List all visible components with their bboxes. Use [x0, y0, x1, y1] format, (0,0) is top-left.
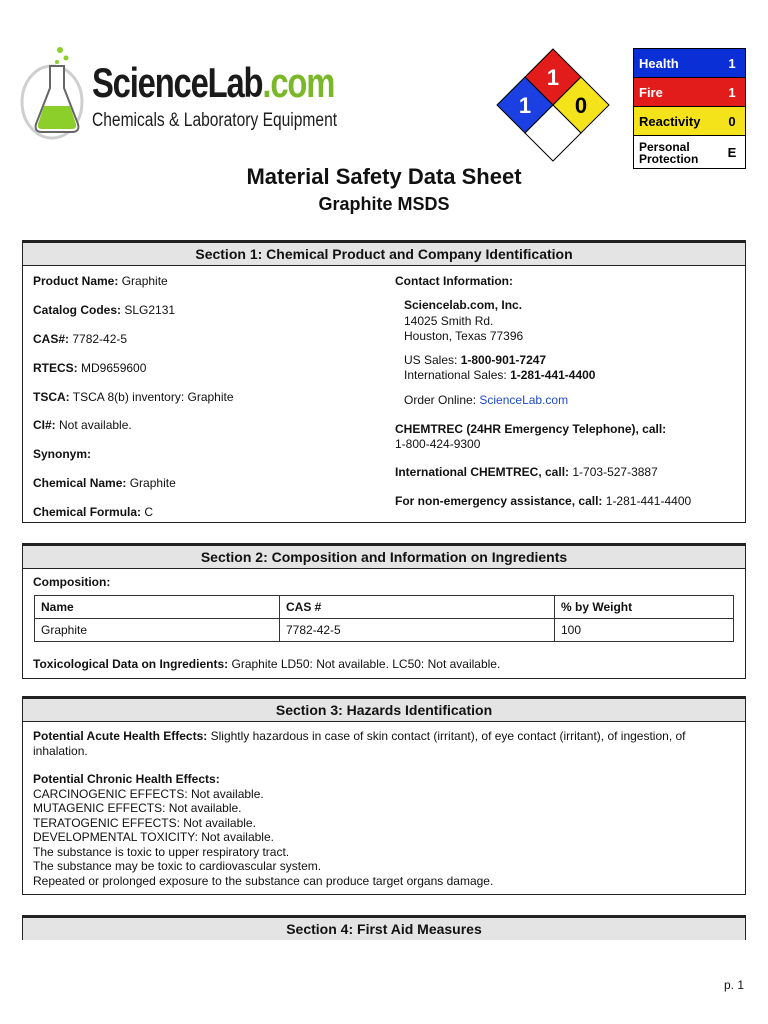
- contact-label: Contact Information:: [395, 274, 513, 288]
- section-heading: Section 1: Chemical Product and Company Identification: [23, 243, 745, 266]
- field-ci: CI#: Not available.: [33, 418, 132, 432]
- section-2: [22, 543, 746, 679]
- table-cell: 100: [555, 619, 734, 642]
- table-header-row: [35, 596, 734, 619]
- field-rtecs: RTECS: MD9659600: [33, 361, 147, 375]
- table-cell: 7782-42-5: [280, 619, 555, 642]
- field-chemical-formula: Chemical Formula: C: [33, 505, 154, 519]
- hmis-health-row: Health 1: [634, 49, 745, 78]
- company-address-1: 14025 Smith Rd.: [404, 314, 494, 328]
- column-header: % by Weight: [555, 596, 734, 619]
- field-chemical-name: Chemical Name: Graphite: [33, 476, 176, 490]
- section-3: [22, 696, 746, 895]
- intl-chemtrec: International CHEMTREC, call: 1-703-527-3887: [395, 465, 658, 479]
- section-heading: Section 3: Hazards Identification: [23, 699, 745, 722]
- field-product-name: Product Name: Graphite: [33, 274, 168, 288]
- column-header: CAS #: [280, 596, 555, 619]
- us-sales: US Sales: 1-800-901-7247: [404, 353, 547, 367]
- composition-table: [34, 595, 734, 642]
- composition-label: Composition:: [33, 575, 111, 589]
- column-header: Name: [35, 596, 280, 619]
- toxicological-data: Toxicological Data on Ingredients: Graphite LD50: Not available. LC50: Not available.: [33, 657, 501, 671]
- page-number: p. 1: [723, 978, 744, 992]
- chronic-health-effects: Potential Chronic Health Effects: CARCINOGENIC EFFECTS: Not available. MUTAGENIC EFFECTS: Not available. TERATOGENIC EFFECTS: Not available. DEVELOPMENTAL TOXICITY: Not available. The substance is toxic to upper respiratory tract. The substance may be toxic to cardiovascular system. Repeated or prolonged exposure to the substance can produce target organs damage.: [33, 772, 494, 888]
- section-heading: Section 2: Composition and Information on Ingredients: [23, 546, 745, 569]
- flask-icon: [20, 44, 90, 144]
- company-name: Sciencelab.com, Inc.: [404, 298, 523, 312]
- section-1: [22, 240, 746, 523]
- hmis-fire-row: Fire 1: [634, 78, 745, 107]
- chemtrec-phone: 1-800-424-9300: [395, 437, 481, 451]
- hmis-label: [633, 48, 746, 169]
- nfpa-health-value: 1: [518, 93, 532, 118]
- brand-name: ScienceLab.com: [92, 59, 335, 106]
- non-emergency: For non-emergency assistance, call: 1-281-441-4400: [395, 494, 692, 508]
- nfpa-reactivity-value: 0: [574, 93, 588, 118]
- acute-health-effects: Potential Acute Health Effects: Slightly hazardous in case of skin contact (irritant), of eye contact (irritant), of ingestion, of inhalation.: [33, 729, 686, 758]
- section-4: [22, 915, 746, 940]
- order-online: Order Online: ScienceLab.com: [404, 393, 569, 407]
- company-address-2: Houston, Texas 77396: [404, 329, 524, 343]
- field-synonym: Synonym:: [33, 447, 92, 461]
- hmis-reactivity-row: Reactivity 0: [634, 107, 745, 136]
- nfpa-fire-value: 1: [546, 65, 560, 90]
- field-tsca: TSCA: TSCA 8(b) inventory: Graphite: [33, 390, 234, 404]
- chemtrec-label: CHEMTREC (24HR Emergency Telephone), call:: [395, 422, 667, 436]
- field-catalog-codes: Catalog Codes: SLG2131: [33, 303, 176, 317]
- table-row: [35, 619, 734, 642]
- nfpa-diamond: [496, 48, 610, 162]
- document-subtitle: Graphite MSDS: [318, 194, 450, 214]
- brand-tagline: Chemicals & Laboratory Equipment: [92, 110, 338, 131]
- order-online-link[interactable]: ScienceLab.com: [479, 393, 569, 407]
- intl-sales: International Sales: 1-281-441-4400: [404, 368, 596, 382]
- hmis-protection-row: Personal Protection E: [634, 136, 745, 168]
- document-title: Material Safety Data Sheet: [246, 164, 522, 189]
- table-cell: Graphite: [35, 619, 280, 642]
- sciencelab-logo[interactable]: [20, 44, 338, 144]
- section-heading: Section 4: First Aid Measures: [23, 918, 745, 940]
- field-cas: CAS#: 7782-42-5: [33, 332, 128, 346]
